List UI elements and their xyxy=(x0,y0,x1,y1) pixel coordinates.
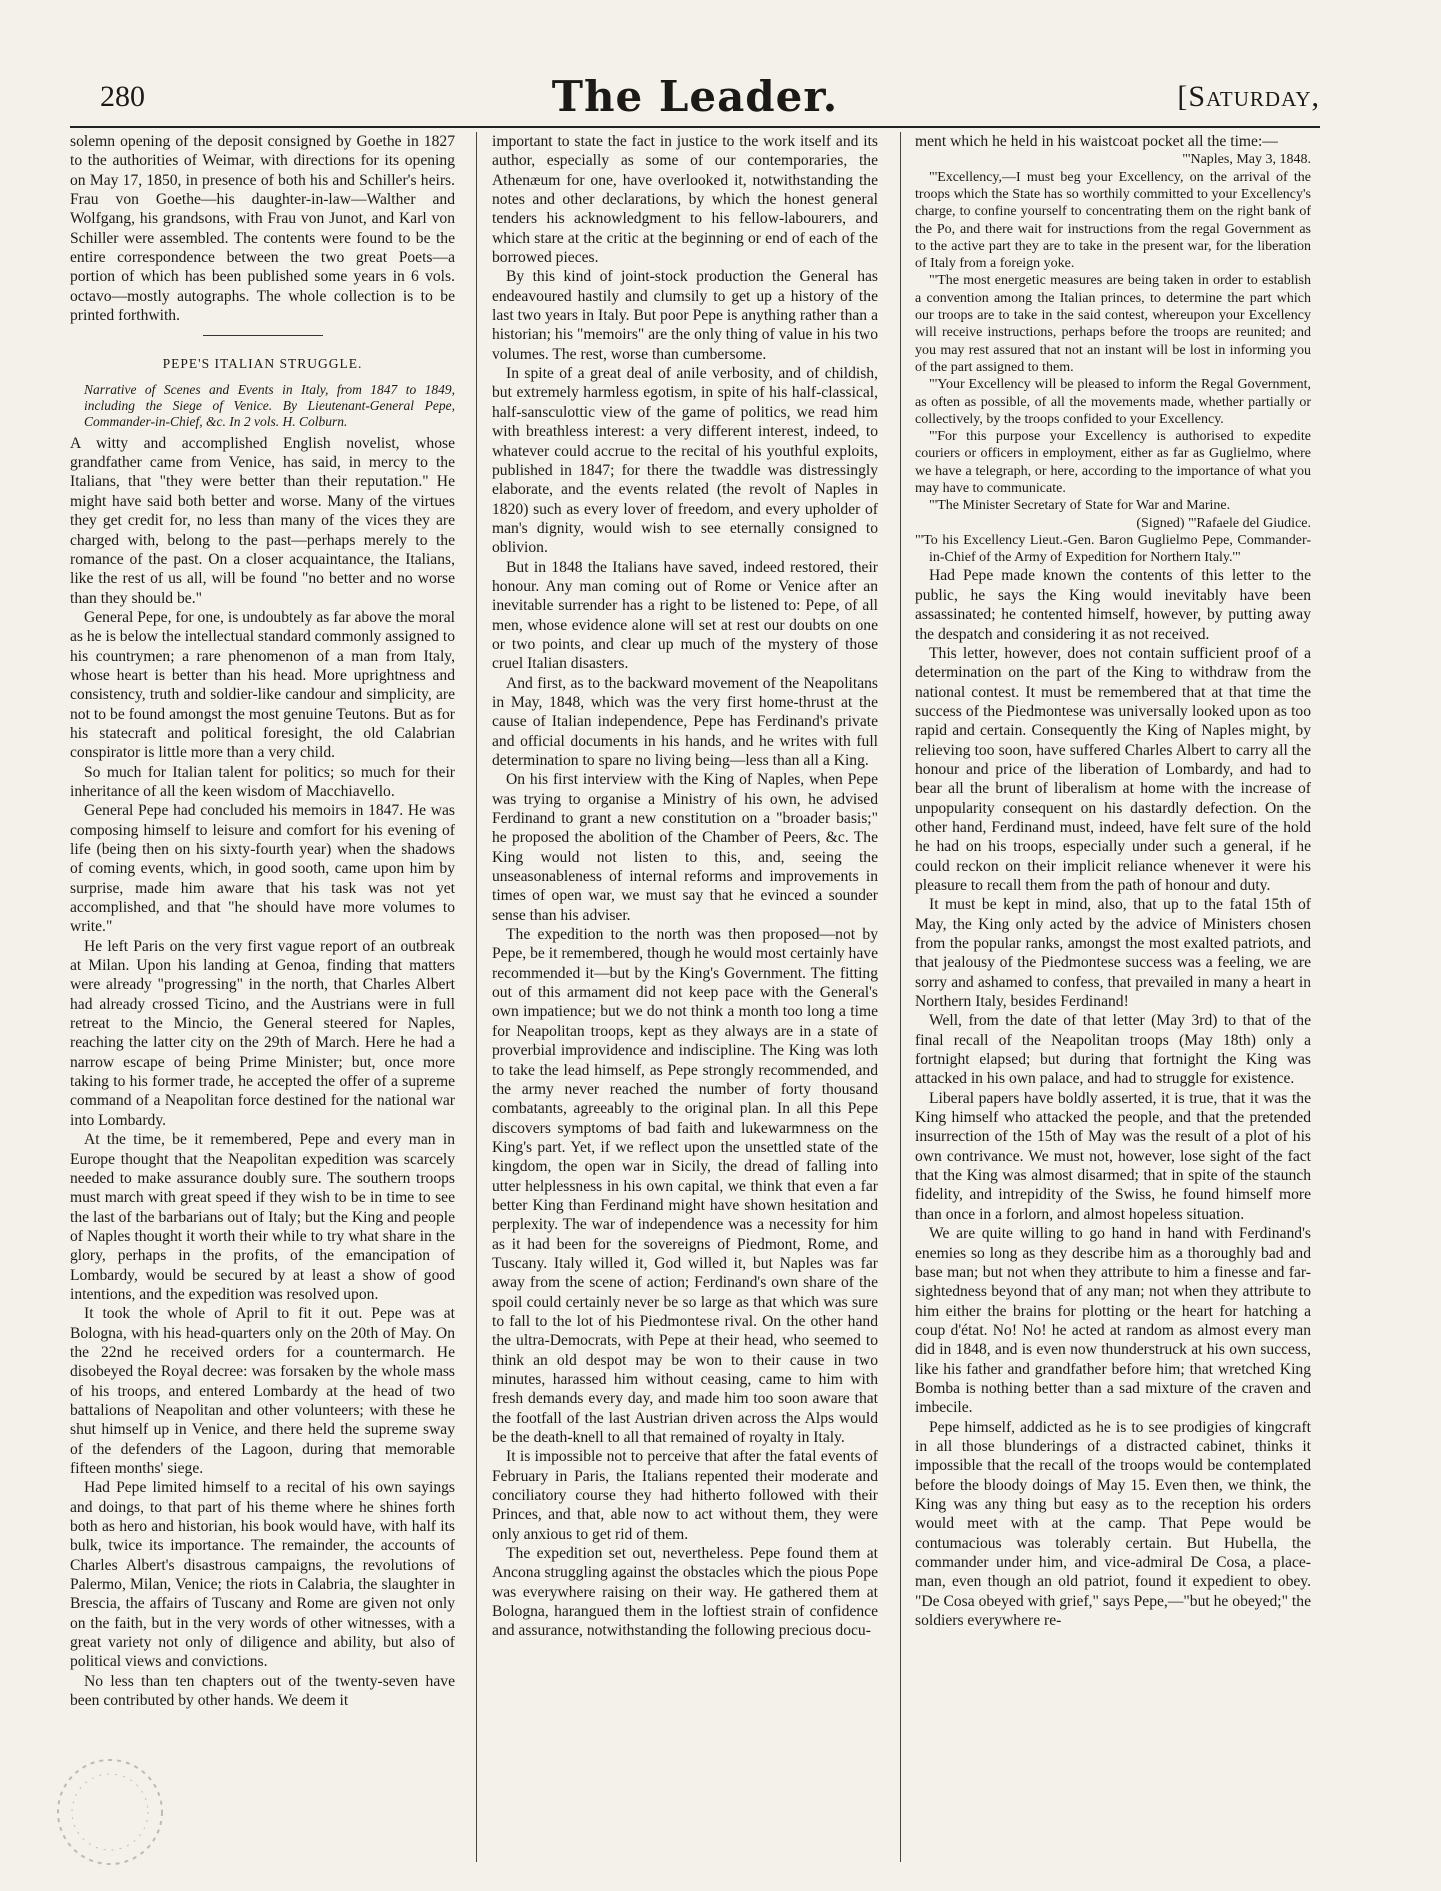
paragraph: But in 1848 the Italians have saved, indeed restored, their honour. Any man coming out of Rome or Venice after an inevitable surrender has a right to be listened to: Pepe, of all men, whose evidence alone will set at rest our doubts on one or two points, and clear up much of the mystery of those cruel Italian disasters. xyxy=(492,558,878,673)
intro-paragraph: solemn opening of the deposit consigned by Goethe in 1827 to the authorities of Weimar, with directions for its opening on May 17, 1850, in presence of both his and Schiller's heirs. Frau von Goethe—his daughter-in-law—Walther and Wolfgang, his grandsons, with Frau von Junot, and Karl von Schiller were assembled. The contents were found to be the entire correspondence between the two great Poets—a portion of which has been published some years in 6 vols. octavo—mostly autographs. The whole collection is to be printed forthwith. xyxy=(70,133,455,325)
paragraph: Had Pepe limited himself to a recital of his own sayings and doings, to that part of his theme where he shines forth both as hero and historian, his book would have, with half its bulk, twice its importance. The remainder, the accounts of Charles Albert's disastrous campaigns, the revolutions of Palermo, Milan, Venice; the riots in Calabria, the slaughter in Brescia, the affairs of Tuscany and Rome are given not only on the faith, but in the very words of other witnesses, with a great variety not only of diligence and ability, but also of political views and convictions. xyxy=(70,1479,455,1671)
paragraph: By this kind of joint-stock production the General has endeavoured hastily and clumsily to get up a history of the last two years in Italy. But poor Pepe is anything rather than a historian; his "memoirs" are the only thing of value in his two volumes. The rest, worse than cumbersome. xyxy=(492,268,878,363)
paragraph: It is impossible not to perceive that after the fatal events of February in Paris, the Italians repented their moderate and conciliatory course they had hitherto followed with their Princes, and that, able now to act without them, they were only anxious to get rid of them. xyxy=(492,1448,878,1543)
book-citation: Narrative of Scenes and Events in Italy, from 1847 to 1849, including the Siege of Venice. By Lieutenant-General Pepe, Commander-in-Chief, &c. In 2 vols. H. Colburn. xyxy=(84,381,455,429)
letter-paragraph: "'Excellency,—I must beg your Excellency, on the arrival of the troops which the State has so worthily committed to your Excellency's charge, to confine yourself to concentrating them on the right bank of the Po, and there wait for instructions from the regal Government as to the active part they are to take in the present war, for the liberation of Italy from a foreign yoke. xyxy=(915,169,1311,272)
letter-paragraph: "'The most energetic measures are being taken in order to establish a convention among the Italian princes, to determine the part which our troops are to take in the said contest, whereupon your Excellency will receive instructions, perhaps before the troops are reunited; and you may rest assured that not an instant will be lost in informing you of the part assigned to them. xyxy=(915,273,1311,375)
newspaper-page xyxy=(70,62,1320,1862)
letter-paragraph: "'Your Excellency will be pleased to inform the Regal Government, as often as possible, of all the movements made, whether partially or collectively, by the troops confided to your Excellency. xyxy=(915,377,1311,427)
article-heading: PEPE'S ITALIAN STRUGGLE. xyxy=(162,356,363,372)
paragraph: He left Paris on the very first vague report of an outbreak at Milan. Upon his landing at Genoa, finding that matters were already "progressing" in the north, that Charles Albert had already crossed Ticino, and the Austrians were in full retreat to the Mincio, the General steered for Naples, reaching the latter city on the 29th of March. Here he had a narrow escape of being Prime Minister; but, once more taking to his former trade, he accepted the offer of a supreme command of a Neapolitan force destined for the national war into Lombardy. xyxy=(70,937,455,1129)
column-divider xyxy=(476,132,477,1862)
column-divider xyxy=(900,132,901,1862)
paragraph: And first, as to the backward movement of the Neapolitans in May, 1848, which was the very first home-thrust at the cause of Italian independence, Pepe has Ferdinand's private and official documents in his hands, and he writes with full determination to spare no living being—less than all a King. xyxy=(492,674,878,769)
paragraph: Pepe himself, addicted as he is to see prodigies of kingcraft in all those blunderings of a distracted cabinet, thinks it impossible that the recall of the troops would be contemplated before the bloody doings of May 15. Even then, we think, the King was any thing but easy as to the reception his orders would meet with at the camp. That Pepe would be contumacious was tolerably certain. But Hubella, the commander under him, and vice-admiral De Cosa, a place-man, even though an old patriot, found it expedient to obey. "De Cosa obeyed with grief," says Pepe,—"but he obeyed;" the soldiers everywhere re- xyxy=(915,1418,1311,1630)
paragraph: It must be kept in mind, also, that up to the fatal 15th of May, the King only acted by the advice of Ministers chosen from the popular ranks, amongst the most exalted patriots, and that jealousy of the Piedmontese success was a feeling, we are sorry and ashamed to confess, that prevailed in many a heart in Northern Italy, besides Ferdinand! xyxy=(915,896,1311,1011)
paragraph: We are quite willing to go hand in hand with Ferdinand's enemies so long as they describe him as a thoroughly bad and base man; but not when they attribute to him a finesse and far-sightedness beyond that of any man; not when they attribute to him either the brains for plotting or the heart for hatching a coup d'état. No! No! he acted at random as almost every man did in 1848, and is even now thunderstruck at his own success, like his father and grandfather before him; that wretched King Bomba is nothing better than a sad mixture of the craven and imbecile. xyxy=(915,1225,1311,1417)
column-2 xyxy=(492,132,878,1862)
paragraph: important to state the fact in justice to the work itself and its author, especially as some of our contemporaries, the Athenæum for one, have overlooked it, notwithstanding the notes and other declarations, by which the honest general tenders his acknowledgment to his fellow-labourers, and which stare at the critic at the beginning or end of each of the borrowed pieces. xyxy=(492,133,878,267)
paragraph: So much for Italian talent for politics; so much for their inheritance of all the keen wisdom of Macchiavello. xyxy=(70,763,455,800)
section-rule xyxy=(203,335,323,336)
paragraph: Liberal papers have boldly asserted, it is true, that it was the King himself who attacked the people, and that the pretended insurrection of the 15th of May was the result of a plot of his own contrivance. We must not, however, lose sight of the fact that the King was almost disarmed; that in spite of the staunch fidelity, and intrepidity of the Swiss, he found himself more than once in a forlorn, and almost hopeless situation. xyxy=(915,1089,1311,1223)
paragraph: A witty and accomplished English novelist, whose grandfather came from Venice, has said, in mercy to the Italians, that "they were better than their reputation." He might have said both better and worse. Many of the virtues they get credit for, no less than many of the vices they are charged with, belong to the past—perhaps merely to the romance of the past. On a closer acquaintance, the Italians, like the rest of us all, will be found "no better and no worse than they should be." xyxy=(70,434,455,607)
paragraph: This letter, however, does not contain sufficient proof of a determination on the part of the King to withdraw from the national contest. It must be remembered that at that time the success of the Piedmontese was universally looked upon as too rapid and certain. Consequently the King of Naples might, by relieving too soon, have suffered Charles Albert to carry all the honour and price of the liberation of Lombardy, and had to bear all the brunt of liberalism at home with the increase of unpopularity consequent on his dastardly defection. On the other hand, Ferdinand must, indeed, have felt sure of the hold he had on his troops, especially under such a general, if he could reckon on their implicit reliance whenever it were his pleasure to recall them from the path of honour and duty. xyxy=(915,644,1311,894)
paragraph: General Pepe had concluded his memoirs in 1847. He was composing himself to leisure and comfort for his evening of life (being then on his sixty-fourth year) when the shadows of coming events, which, in good sooth, came upon him by surprise, made him aware that his task was not yet accomplished, and that "he should have more volumes to write." xyxy=(70,802,455,936)
paragraph: No less than ten chapters out of the twenty-seven have been contributed by other hands. We deem it xyxy=(70,1672,455,1710)
library-stamp-icon xyxy=(30,1752,210,1882)
paragraph: ment which he held in his waistcoat pocket all the time:— xyxy=(915,133,1278,150)
paragraph: The expedition set out, nevertheless. Pepe found them at Ancona struggling against the obstacles which the pious Pope was everywhere raising on their way. He gathered them at Bologna, harangued them in the loftiest strain of confidence and assurance, notwithstanding the following precious docu- xyxy=(492,1545,878,1640)
masthead-rule xyxy=(70,126,1320,128)
paragraph: At the time, be it remembered, Pepe and every man in Europe thought that the Neapolitan expedition was scarcely needed to make assurance doubly sure. The southern troops must march with great speed if they wish to be in time to see the last of the barbarians out of Italy; but the King and people of Naples thought it worth their while to try what share in the glory, perhaps in the profits, of the emancipation of Lombardy, would be secured by at least a show of good intentions, and the expedition was resolved upon. xyxy=(70,1131,455,1303)
newspaper-title: The Leader. xyxy=(551,72,839,121)
column-1 xyxy=(70,132,455,1862)
masthead xyxy=(70,70,1320,126)
letter-address: "'To his Excellency Lieut.-Gen. Baron Guglielmo Pepe, Commander-in-Chief of the Army of Expedition for Northern Italy.'" xyxy=(915,532,1311,566)
paragraph: General Pepe, for one, is undoubtely as far above the moral as he is below the intellectual standard commonly assigned to his countrymen; a rare phenomenon of a man from Italy, whose heart is better than his head. More uprightness and consistency, truth and soldier-like candour and simplicity, are not to be found amongst the most genuine Teutons. But as for his statecraft and political foresight, the old Calabrian conspirator is little more than a very child. xyxy=(70,608,455,762)
letter-signature: (Signed) "'Rafaele del Giudice. xyxy=(1136,515,1311,531)
paragraph: On his first interview with the King of Naples, when Pepe was trying to organise a Ministry of his own, he advised Ferdinand to grant a new constitution on a "broader basis;" he proposed the abolition of the Chamber of Peers, &c. The King would not listen to this, and, seeing the unseasonableness of internal reforms and improvements in times of open war, we must say that he evinced a sounder sense than his adviser. xyxy=(492,771,878,924)
masthead-day: [Saturday, xyxy=(1177,80,1320,113)
letter-paragraph: "'For this purpose your Excellency is authorised to expedite couriers or officers in employment, either as far as Guglielmo, where we have a telegraph, or here, according to the importance of what you may have to communicate. xyxy=(915,429,1311,496)
paragraph: It took the whole of April to fit it out. Pepe was at Bologna, with his head-quarters only on the 20th of May. On the 22nd he received orders for a countermarch. He disobeyed the Royal decree: was forsaken by the whole mass of his troops, and entered Lombardy at the head of two battalions of Neapolitan and other volunteers; with these he shut himself up in Venice, and there held the supreme sway of the defenders of the Lagoon, during that memorable fifteen months' siege. xyxy=(70,1305,455,1477)
letter-paragraph: "'The Minister Secretary of State for War and Marine. xyxy=(929,498,1231,514)
paragraph: In spite of a great deal of anile verbosity, and of childish, but extremely harmless egotism, in spite of his half-classical, half-sansculottic view of the game of politics, we read him with breathless interest: a very different interest, indeed, to whatever could accrue to the recital of his youthful exploits, published in 1847; for there the twaddle was distressingly elaborate, and the events related (the revolt of Naples in 1820) such as every lover of freedom, and every upholder of man's dignity, would wish to see eternally consigned to oblivion. xyxy=(492,365,878,557)
page-number: 280 xyxy=(100,80,145,113)
paragraph: Had Pepe made known the contents of this letter to the public, he says the King would inevitably have been assassinated; he contented himself, however, by putting away the despatch and considering it as not received. xyxy=(915,567,1311,643)
paragraph: The expedition to the north was then proposed—not by Pepe, be it remembered, though he would most certainly have recommended it—but by the King's Government. The fitting out of this armament did not keep pace with the General's own impatience; but we do not think a month too long a time for Neapolitan troops, kept as they always are in a state of proverbial improvidence and indiscipline. The King was loth to take the lead himself, as Pepe strongly recommended, and the army never reached the number of forty thousand combatants, agreeably to the original plan. In all this Pepe discovers symptoms of bad faith and lukewarmness on the King's part. Yet, if we reflect upon the unsettled state of the kingdom, the open war in Sicily, the dread of falling into utter helplessness in his own capital, we think that even a far better King than Ferdinand might have shown hesitation and perplexity. The war of independence was a necessity for him as it had been for the sovereigns of Piedmont, Rome, and Tuscany. Italy willed it, God willed it, but Naples was far away from the scene of action; Ferdinand's own share of the spoil could certainly never be so large as that which was sure to fall to the lot of his Piedmontese rival. On the other hand the ultra-Democrats, with Pepe at their head, who seemed to think an old despot may be won to their cause in two minutes, harassed him without ceasing, came to him with fresh demands every day, and made him too soon aware that the footfall of the last Austrian driven across the Alps would be the death-knell to all that remained of royalty in Italy. xyxy=(492,926,878,1447)
paragraph: Well, from the date of that letter (May 3rd) to that of the final recall of the Neapolitan troops (May 18th) only a fortnight elapsed; but during that fortnight the King was attacked in his own palace, and had to struggle for existence. xyxy=(915,1012,1311,1088)
column-3 xyxy=(915,132,1311,1862)
letter-dateline: "'Naples, May 3, 1848. xyxy=(1182,152,1311,168)
